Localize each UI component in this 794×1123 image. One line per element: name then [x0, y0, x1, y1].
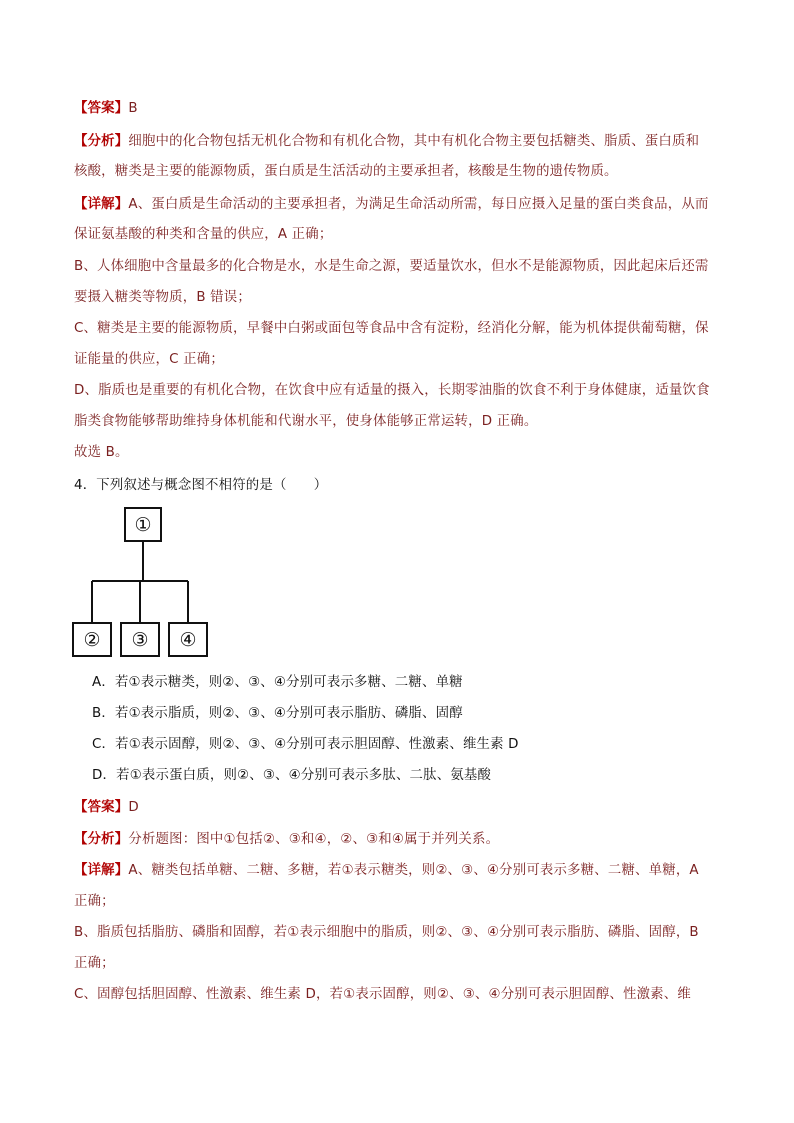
diagram-label-3: ③	[131, 629, 149, 651]
diagram-label-2: ②	[83, 629, 101, 651]
detail-tag: 【详解】	[74, 197, 129, 212]
q4-option-c: C．若①表示固醇，则②、③、④分别可表示胆固醇、性激素、维生素 D	[92, 737, 519, 752]
q3-detail-line-8: 脂类食物能够帮助维持身体机能和代谢水平，使身体能够正常运转，D 正确。	[74, 414, 538, 429]
q3-detail-line-2: 保证氨基酸的种类和含量的供应，A 正确；	[74, 227, 333, 242]
q4-answer-line: 【答案】D	[74, 800, 139, 815]
q3-detail-line-1: 【详解】A、蛋白质是生命活动的主要承担者，为满足生命活动所需，每日应摄入足量的蛋白类食品，从而	[74, 197, 709, 212]
q4-option-b: B．若①表示脂质，则②、③、④分别可表示脂肪、磷脂、固醇	[92, 706, 463, 721]
q3-conclusion: 故选 B。	[74, 445, 129, 460]
q3-detail-line-4: 要摄入糖类等物质，B 错误；	[74, 290, 251, 305]
q3-analysis-line-2: 核酸，糖类是主要的能源物质，蛋白质是生活活动的主要承担者，核酸是生物的遗传物质。	[74, 164, 618, 179]
q4-stem: 4．下列叙述与概念图不相符的是（ ）	[74, 478, 328, 493]
answer-tag: 【答案】	[74, 101, 129, 116]
q4-detail-line-5: C、固醇包括胆固醇、性激素、维生素 D，若①表示固醇，则②、③、④分别可表示胆固醇、性激素、维	[74, 987, 691, 1002]
q4-answer: D	[128, 800, 139, 815]
q4-detail-line-1: 【详解】A、糖类包括单糖、二糖、多糖，若①表示糖类，则②、③、④分别可表示多糖、二糖、单糖，A	[74, 863, 699, 878]
q4-detail-line-2: 正确；	[74, 894, 115, 909]
q3-detail-line-5: C、糖类是主要的能源物质，早餐中白粥或面包等食品中含有淀粉，经消化分解，能为机体提供葡萄糖，保	[74, 321, 709, 336]
concept-diagram	[70, 505, 215, 663]
q3-answer: B	[128, 101, 138, 116]
diagram-label-1: ①	[134, 514, 152, 536]
diagram-label-4: ④	[179, 629, 197, 651]
q4-option-d: D．若①表示蛋白质，则②、③、④分别可表示多肽、二肽、氨基酸	[92, 768, 492, 783]
q3-detail-line-3: B、人体细胞中含量最多的化合物是水，水是生命之源，要适量饮水，但水不是能源物质，因此起床后还需	[74, 259, 709, 274]
q4-detail-line-4: 正确；	[74, 956, 115, 971]
q4-option-a: A．若①表示糖类，则②、③、④分别可表示多糖、二糖、单糖	[92, 675, 463, 690]
q3-detail-line-7: D、脂质也是重要的有机化合物，在饮食中应有适量的摄入，长期零油脂的饮食不利于身体健康，适量饮食	[74, 383, 710, 398]
q3-detail-line-6: 证能量的供应，C 正确；	[74, 352, 224, 367]
q4-analysis-line: 【分析】分析题图：图中①包括②、③和④，②、③和④属于并列关系。	[74, 832, 500, 847]
q3-analysis-line-1: 【分析】细胞中的化合物包括无机化合物和有机化合物，其中有机化合物主要包括糖类、脂质、蛋白质和	[74, 134, 700, 149]
q3-answer-line	[74, 100, 138, 118]
analysis-tag: 【分析】	[74, 134, 129, 149]
q4-detail-line-3: B、脂质包括脂肪、磷脂和固醇，若①表示细胞中的脂质，则②、③、④分别可表示脂肪、磷脂、固醇，B	[74, 925, 699, 940]
